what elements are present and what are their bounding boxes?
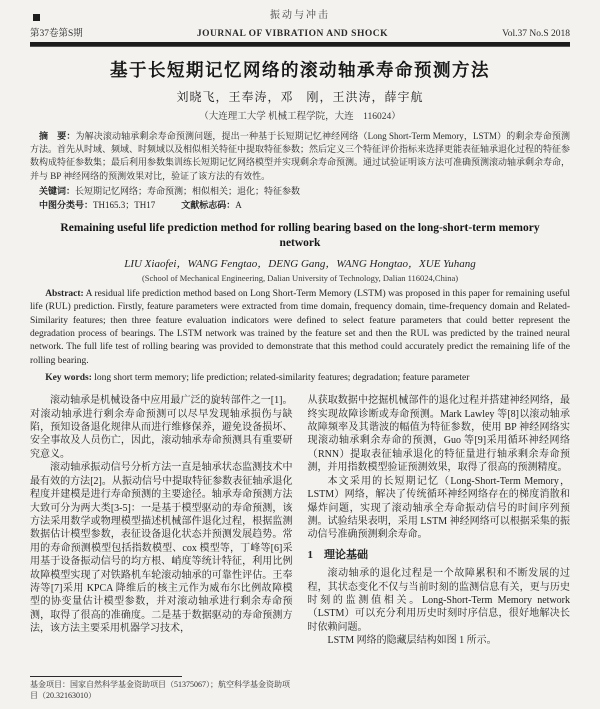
authors-en: LIU Xiaofei，WANG Fengtao，DENG Gang，WANG Hongtao，XUE Yuhang xyxy=(124,257,476,270)
keywords-cn-label: 关键词： xyxy=(39,185,76,196)
left-column xyxy=(30,394,293,701)
paper-title-en-line1: Remaining useful life prediction method for rolling bearing based on the long-short-term memory xyxy=(60,221,540,234)
affiliation-en: (School of Mechanical Engineering, Dalian University of Technology, Dalian 116024,China) xyxy=(141,272,459,283)
journal-header xyxy=(30,6,570,47)
header-rule xyxy=(30,42,570,47)
body-columns xyxy=(30,394,570,701)
issue-info-cn: 第37卷第S期 xyxy=(30,29,83,39)
body-paragraph: 滚动轴承是机械设备中应用最广泛的旋转部件之一[1]。对滚动轴承进行剩余寿命预测可以尽早发现轴承损伤与缺陷，预知设备退化规律从而进行维修保养，避免设备损坏、安全事故及人员伤亡，因此，滚动轴承寿命预测具有重要研究意义。 xyxy=(30,395,293,460)
abstract-cn-text: 为解决滚动轴承剩余寿命预测问题，提出一种基于长短期记忆神经网络（Long Short-Term Memory，LSTM）的剩余寿命预测方法。首先从时域、频域、时频域以及相似相关特征中提取特征参数；然后定义三个特征评价指标来选择更能表征轴承退化过程的特征参数构成特征参数集；最后利用参数集训练长短期记忆网络模型并实现剩余寿命预测。通过试验证明该方法可准确预测滚动轴承剩余寿命，并与 BP 神经网络的预测效果对比，验证了该方法的有效性。 xyxy=(30,131,571,181)
affiliation-cn: （大连理工大学 机械工程学院，大连 116024） xyxy=(199,112,401,122)
keywords-en-text: long short term memory; life prediction; related-similarity features; degradation; feature parameter xyxy=(94,373,470,384)
funding-footnote xyxy=(30,676,293,702)
paper-title-en xyxy=(30,221,570,251)
body-paragraph: 本文采用的长短期记忆（Long-Short-Term Memory，LSTM）网络，解决了传统循环神经网络存在的梯度消散和爆炸问题，实现了滚动轴承全寿命振动信号的时间序列预测。试验结果表明，采用 LSTM 神经网络可以根据采集的振动信号准确预测剩余寿命。 xyxy=(307,475,570,541)
abstract-cn xyxy=(30,130,570,183)
doc-code-label: 文献标志码： xyxy=(181,199,236,210)
classification-line xyxy=(30,199,570,212)
journal-name-en: JOURNAL OF VIBRATION AND SHOCK xyxy=(196,29,388,39)
body-paragraph: LSTM 网络的隐藏层结构如图 1 所示。 xyxy=(327,635,497,647)
clc-label: 中图分类号： xyxy=(39,199,94,210)
right-column xyxy=(308,394,571,701)
doc-code-value: A xyxy=(235,199,242,210)
footnote-rule xyxy=(30,676,182,678)
keywords-en-label: Key words: xyxy=(45,373,92,384)
funding-footnote-text: 基金项目：国家自然科学基金资助项目（51375067）；航空科学基金资助项目（20.32163010） xyxy=(30,680,290,700)
authors-cn: 刘晓飞，王奉涛，邓 刚，王洪涛，薛宇航 xyxy=(176,90,424,104)
section-1-heading: 1 理论基础 xyxy=(307,548,368,561)
paper-title-cn: 基于长短期记忆网络的滚动轴承寿命预测方法 xyxy=(110,60,490,80)
keywords-en xyxy=(30,372,570,385)
volume-info-en: Vol.37 No.S 2018 xyxy=(502,29,570,39)
journal-name-cn: 振动与冲击 xyxy=(270,10,330,21)
body-paragraph: 滚动轴承振动信号分析方法一直是轴承状态监测技术中最有效的方法[2]。从振动信号中提取特征参数表征轴承退化程度并建模是进行寿命预测的主要途径。轴承寿命预测方法大致可分为两大类[3-5]：一是基于模型驱动的寿命预测，该方法采用数学或物理模型描述机械部件退化过程，根据监测数据估计模型参数，表征设备退化状态并预测发展趋势。常用的寿命预测模型包括指数模型、cox 模型等，丁峰等[6]采用基于设备振动信号的均方根、峭度等统计特征，利用比例故障模型实现了对铁路机车轮滚动轴承的可靠性评估。王奉涛等[7]采用 KPCA 降维后的核主元作为威布尔比例故障模型的协变量估计模型参数，并对滚动轴承进行剩余寿命预测，取得了很高的准确度。二是基于数据驱动的寿命预测方法，该方法主要采用机器学习技术， xyxy=(30,462,293,635)
abstract-en xyxy=(30,288,570,368)
header-row xyxy=(30,25,570,39)
body-paragraph: 从获取数据中挖掘机械部件的退化过程并搭建神经网络，最终实现故障诊断或寿命预测。Mark Lawley 等[8]以滚动轴承故障频率及其谐波的幅值为特征参数，使用 BP 神经网络实现滚动轴承剩余寿命的预测，Guo 等[9]采用循环神经网络（RNN）提取表征轴承退化的特征量进行轴承剩余寿命预测，并用指数模型验证预测效果，取得了很高的预测精度。 xyxy=(307,395,570,474)
abstract-en-text: A residual life prediction method based on Long Short-Term Memory (LSTM) was proposed in this paper for remaining useful life (RUL) prediction. Firstly, feature parameters were extracted from time domain, frequency domain, time-frequency domain and Related-Similarity features; then three feature evaluation indicators were defined to select feature parameters that could better represent the degradation process of bearings. The LSTM network was trained by the feature set and then the RUL was predicted by the trained neural network. The full life test of rolling bearing was provided to demonstrate that this method could accurately predict the remaining life of the rolling bearing. xyxy=(30,288,570,366)
scan-artifact xyxy=(33,14,40,21)
abstract-cn-label: 摘 要： xyxy=(39,131,76,141)
keywords-cn xyxy=(30,185,570,198)
body-paragraph: 滚动轴承的退化过程是一个故障累积和不断发展的过程，其状态变化不仅与当前时刻的监测信息有关，更与历史时刻的监测值相关。Long-Short-Term Memory network（LSTM）可以充分利用历史时刻时序信息，很好地解决长时依赖问题。 xyxy=(307,568,570,633)
abstract-en-label: Abstract: xyxy=(45,288,84,299)
clc-value: TH165.3；TH17 xyxy=(93,199,156,210)
keywords-cn-text: 长短期记忆网络；寿命预测；相似相关；退化；特征参数 xyxy=(75,185,301,196)
paper-title-en-line2: network xyxy=(279,236,321,249)
